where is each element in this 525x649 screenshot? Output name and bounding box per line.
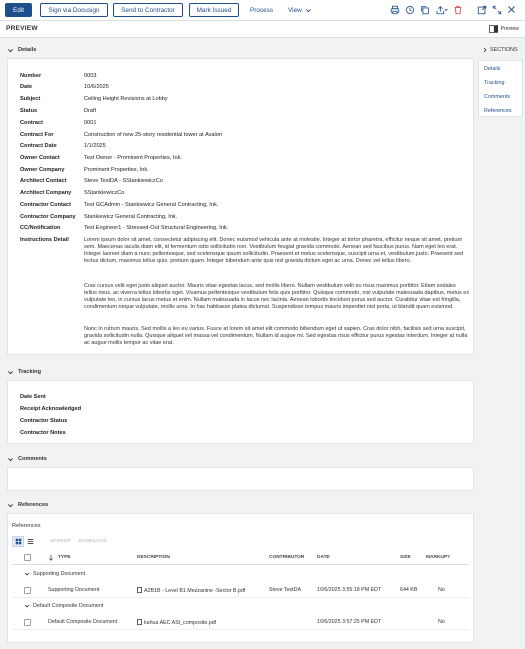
- tracking-panel: [7, 380, 474, 444]
- field-value: Stankiewicz General Contracting, Ink.: [84, 214, 178, 220]
- chevron-down-icon: [7, 47, 14, 54]
- chevron-down-icon: [24, 603, 30, 609]
- file-icon: [137, 587, 142, 593]
- field-label: CC/Notification: [20, 225, 61, 231]
- expand-icon[interactable]: [491, 4, 502, 15]
- view-menu-label: View: [288, 6, 302, 14]
- tracking-section-header[interactable]: [7, 365, 474, 379]
- row-date: 10/6/2025 3:55:18 PM EDT: [317, 587, 382, 593]
- instructions-paragraph: Cras cursus velit eget justo aliquet auctor. Mauris vitae egestas lacus, sed mollis libero. Nullam vestibulum velit eu risus maximus porttitor. Etiam sodales tellus risus, ac viverra tellus lobortis eget. Vivamus pellentesque vestibulum felis quis porttitor. Quisque commodo, nisl vulputate malesuada dapibus, metus ex vulputate leo, in cursus lacus metus et enim. Nullam malesuada in lacus nec lacinia. Aenean lobortis tincidunt purus sed auctor. Curabitur vitae est fringilla, condimentum neque vulputate, mollis urna. In hac habitasse platea dictumst. Suspendisse tempus mauris imperdiet nisl porta, ut blandit quam euismod.: [84, 283, 470, 311]
- tracking-heading: Tracking: [18, 369, 42, 375]
- field-value: 1/1/2025: [84, 143, 106, 149]
- row-checkbox[interactable]: [24, 619, 31, 626]
- group-label: Default Composite Document: [33, 603, 104, 609]
- preview-title: PREVIEW: [6, 25, 38, 32]
- sections-nav-item-comments[interactable]: Comments: [484, 94, 511, 100]
- details-section-header[interactable]: [7, 43, 474, 57]
- column-header-description[interactable]: DESCRIPTION: [137, 555, 170, 560]
- copy-icon[interactable]: [419, 4, 430, 15]
- field-label: Contract: [20, 120, 43, 126]
- column-header-date[interactable]: DATE: [317, 555, 330, 560]
- field-label: Contract Date: [20, 143, 57, 149]
- sort-arrow-icon[interactable]: [48, 554, 54, 561]
- row-checkbox[interactable]: [24, 587, 31, 594]
- field-label: Contractor Company: [20, 214, 76, 220]
- column-header-markup[interactable]: MARKUP?: [426, 555, 450, 560]
- field-value: Test GCAdmin - Stankiewicz General Contracting, Ink.: [84, 202, 219, 208]
- chevron-down-icon: [7, 456, 14, 463]
- tracking-field: Contractor Notes: [20, 430, 66, 436]
- grid-view-button[interactable]: [12, 536, 24, 547]
- field-value: Test Engineer1 - Stressed-Out Structural Engineering, Ink.: [84, 225, 229, 231]
- comments-section-header[interactable]: [7, 452, 474, 466]
- instructions-paragraph: Lorem ipsum dolor sit amet, consectetur adipiscing elit. Donec euismod vehicula ante at molestie. Integer at tortor pharetra, efficitur neque sit amet, pretium sem. Maecenas iaculis diam elit, id fermentum odio sollicitudin non. Vestibulum feugiat gravida commodo. Aenean sed faucibus purus. Nam eget leo erat. Integer laoreet diam a nunc pellentesque, sed scelerisque ipsum sollicitudin. Praesent et metus scelerisque, suscipit urna et, vestibulum justo. Praesent sed lectus dictum, maximus tellus quis, pretium quam. Integer bibendum ante quis nisl gravida dictum eget ac urna. Donec vel tellus libero.: [84, 237, 464, 265]
- chevron-down-icon: [7, 369, 14, 376]
- preview-bar: [0, 21, 525, 38]
- download-action[interactable]: DOWNLOAD: [78, 539, 107, 544]
- references-section-header[interactable]: [7, 498, 474, 512]
- select-all-checkbox[interactable]: [24, 554, 31, 561]
- table-row[interactable]: [12, 582, 469, 598]
- field-label: Contract For: [20, 132, 54, 138]
- field-value: Construction of new 25-story residential tower at Avalon: [84, 132, 222, 138]
- chevron-down-icon: [7, 502, 14, 509]
- chevron-right-icon: [482, 47, 488, 53]
- tracking-field: Contractor Status: [20, 418, 68, 424]
- column-header-type[interactable]: TYPE: [58, 555, 71, 560]
- references-sub-label: References: [12, 523, 41, 529]
- view-menu[interactable]: [288, 3, 312, 17]
- list-view-icon: [27, 538, 34, 545]
- grid-view-icon: [15, 538, 22, 545]
- references-grid-header: [12, 550, 469, 565]
- field-label: Owner Company: [20, 167, 65, 173]
- row-size: 644 KB: [400, 587, 418, 593]
- group-row-supporting-document[interactable]: [12, 568, 469, 580]
- tracking-field: Receipt Acknowledged: [20, 406, 82, 412]
- instructions-paragraph: Nunc in rutrum mauris. Sed mollis a leo eu varius. Fusce at lorem sit amet elit commodo bibendum eget ut sapien. Cras dolor nibh, facilisis sed urna suscipit, gravida sollicitudin nulla. Quisque aliquet vel massa vel condimentum. Nullam id augue mi. Sed egestas risus efficitur purus egestas interdum. Integer at nulla ac augue mollis tempor ac vitae erat.: [84, 326, 468, 347]
- column-header-size[interactable]: SIZE: [400, 555, 411, 560]
- sections-nav-item-details[interactable]: Details: [484, 66, 501, 72]
- process-menu[interactable]: Process: [250, 6, 274, 14]
- field-label: Contractor Contact: [20, 202, 71, 208]
- field-value: 10/6/2025: [84, 84, 109, 90]
- chevron-down-icon: [305, 7, 312, 14]
- field-label: Date: [20, 84, 33, 90]
- list-view-button[interactable]: [24, 536, 36, 547]
- details-panel: [7, 58, 474, 355]
- table-row[interactable]: [12, 614, 469, 630]
- field-label: Status: [20, 108, 38, 114]
- chevron-down-icon: [24, 571, 30, 577]
- row-description-text: kahua AEC ASI_composite.pdf: [144, 620, 217, 626]
- share-icon[interactable]: [434, 4, 450, 15]
- field-label: Number: [20, 73, 42, 79]
- field-value: Ceiling Height Revisions at Lobby: [84, 96, 168, 102]
- row-contributor: Steve TestDA: [269, 587, 301, 593]
- preview-toggle[interactable]: [489, 25, 519, 33]
- field-label: Architect Contact: [20, 178, 67, 184]
- sections-nav-list: [478, 60, 523, 117]
- row-description-text: A2B1B - Level B1 Mezzanine -Sector B.pdf: [144, 588, 246, 594]
- row-description[interactable]: [137, 587, 245, 594]
- mark-issued-button[interactable]: Mark Issued: [189, 3, 239, 17]
- details-heading: Details: [18, 47, 37, 53]
- preview-toggle-label: Preview: [500, 26, 519, 32]
- field-label: Instructions Detail: [20, 237, 69, 243]
- field-value: Steve TestDA - SStankiewiczCo: [84, 178, 163, 184]
- row-type: Supporting Document: [48, 587, 100, 593]
- row-type: Default Composite Document: [48, 619, 118, 625]
- sections-nav-heading: SECTIONS: [490, 47, 518, 53]
- print-icon[interactable]: [389, 4, 400, 15]
- row-description[interactable]: [137, 619, 216, 626]
- field-value: Draft: [84, 108, 97, 114]
- sign-via-docusign-button[interactable]: Sign via Docusign: [40, 3, 108, 17]
- column-header-contributor[interactable]: CONTRIBUTOR: [269, 555, 305, 560]
- field-value: Prominent Properties, Ink.: [84, 167, 149, 173]
- markup-action[interactable]: MARKUP: [50, 539, 71, 544]
- comments-heading: Comments: [18, 456, 47, 462]
- toolbar: [0, 0, 525, 21]
- preview-icon: [489, 25, 498, 33]
- send-to-contractor-button[interactable]: Send to Contractor: [113, 3, 183, 17]
- sections-nav-item-references[interactable]: References: [484, 108, 512, 114]
- field-value: 0001: [84, 120, 97, 126]
- edit-button[interactable]: Edit: [5, 3, 32, 17]
- file-icon: [137, 619, 142, 625]
- sections-nav-item-tracking[interactable]: Tracking: [484, 80, 505, 86]
- field-label: Subject: [20, 96, 41, 102]
- delete-icon[interactable]: [452, 4, 463, 15]
- sections-nav-header[interactable]: [482, 47, 518, 53]
- field-value: Test Owner - Prominent Properties, Ink.: [84, 155, 182, 161]
- close-icon[interactable]: [506, 4, 517, 15]
- row-date: 10/6/2025 3:57:25 PM EDT: [317, 619, 382, 625]
- open-external-icon[interactable]: [476, 4, 487, 15]
- row-markup: No: [438, 619, 445, 625]
- references-toolbar: [12, 535, 107, 548]
- history-icon[interactable]: [404, 4, 415, 15]
- comments-panel: [7, 467, 474, 491]
- field-label: Owner Contact: [20, 155, 60, 161]
- references-heading: References: [18, 502, 49, 508]
- field-label: Architect Company: [20, 190, 72, 196]
- field-value: SStankiewiczCo: [84, 190, 125, 196]
- group-label: Supporting Document: [33, 571, 86, 577]
- row-markup: No: [438, 587, 445, 593]
- field-value: 0003: [84, 73, 97, 79]
- tracking-field: Date Sent: [20, 394, 46, 400]
- group-row-default-composite-document[interactable]: [12, 600, 469, 612]
